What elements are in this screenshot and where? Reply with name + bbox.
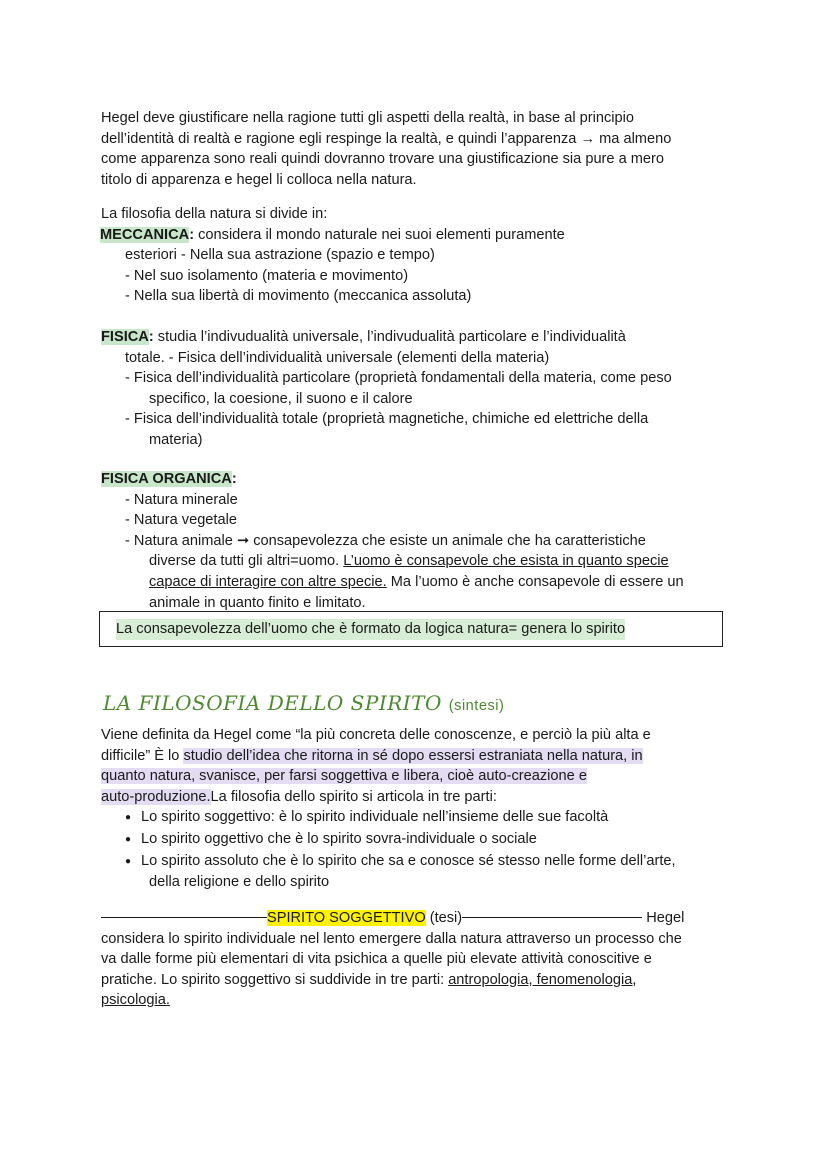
conclusion-box: [99, 611, 723, 647]
bullet-item: ● Lo spirito oggettivo che è lo spirito sovra-individuale o sociale: [101, 829, 741, 851]
fisica-text: studia l’indivudualità universale, l’indivudualità particolare e l’individualità: [153, 329, 626, 345]
meccanica-item: - Nella sua libertà di movimento (meccanica assoluta): [101, 286, 721, 307]
fisica-colon: :: [148, 329, 154, 345]
intro-line: dell’identità di realtà e ragione egli respinge la realtà, e quindi l’apparenza → ma almeno: [101, 130, 672, 147]
soggettivo-plain: pratiche. Lo spirito soggettivo si suddivide in tre parti:: [101, 971, 449, 988]
bullet-item-cont: della religione e dello spirito: [149, 874, 330, 891]
section-title-text: LA FILOSOFIA DELLO SPIRITO: [103, 691, 442, 715]
soggettivo-label: SPIRITO SOGGETTIVO: [267, 910, 426, 926]
natura-intro: La filosofia della natura si divide in:: [101, 206, 328, 222]
organica-label: FISICA ORGANICA: [101, 471, 232, 487]
intro-paragraph: [101, 108, 721, 190]
fisica-line2: totale. - Fisica dell’individualità universale (elementi della materia): [125, 349, 550, 366]
spirito-line: Viene definita da Hegel come “la più concreta delle conoscenze, e perciò la più alta e: [101, 727, 651, 743]
organica-underlined: L’uomo è consapevole che esista in quanto specie: [343, 553, 669, 570]
soggettivo-line: [101, 990, 721, 1011]
spirito-highlight: studio dell’idea che ritorna in sé dopo essersi estraniata nella natura, in: [183, 747, 643, 764]
rule-right: [462, 917, 642, 918]
fisica-heading: [101, 327, 741, 348]
organica-colon: :: [231, 471, 237, 487]
meccanica-text: considera il mondo naturale nei suoi elementi puramente: [194, 226, 565, 243]
meccanica-item: - Nel suo isolamento (materia e movimento): [101, 266, 721, 287]
natura-section: [101, 204, 721, 307]
bullet-item: ● Lo spirito assoluto che è lo spirito che sa e conosce sé stesso nelle forme dell’arte,: [101, 851, 741, 873]
soggettivo-line: considera lo spirito individuale nel lento emergere dalla natura attraverso un processo che: [101, 930, 682, 947]
organica-item-cont: [101, 572, 741, 593]
fisica-item-1: - Fisica dell’individualità particolare (proprietà fondamentali della materia, come peso: [101, 368, 741, 389]
intro-line: Hegel deve giustificare nella ragione tutti gli aspetti della realtà, in base al principio: [101, 110, 634, 126]
meccanica-label: MECCANICA: [100, 226, 190, 243]
soggettivo-section: [101, 908, 721, 1011]
spirito-plain: difficile” È lo: [101, 747, 184, 764]
spirito-highlight: quanto natura, svanisce, per farsi soggettiva e libera, cioè auto-creazione e: [101, 768, 587, 785]
spirito-highlight: auto-produzione.: [101, 788, 211, 805]
fisica-item-1-cont: specifico, la coesione, il suono e il calore: [149, 390, 413, 407]
organica-item-cont: animale in quanto finito e limitato.: [149, 594, 366, 611]
intro-line: titolo di apparenza e hegel li colloca nella natura.: [101, 171, 417, 188]
meccanica-heading: [100, 225, 721, 246]
spirito-line: [101, 787, 741, 808]
soggettivo-heading: [101, 908, 721, 929]
conclusion-text: La consapevolezza dell’uomo che è formato da logica natura= genera lo spirito: [116, 619, 625, 640]
soggettivo-after: Hegel: [642, 910, 685, 926]
spirito-paragraph: [101, 725, 741, 893]
fisica-section: [101, 327, 741, 451]
section-title: [103, 693, 504, 717]
organica-section: [101, 469, 741, 613]
rule-left: [101, 917, 267, 918]
organica-underlined: capace di interagire con altre specie.: [149, 573, 387, 590]
bullet-item: ● Lo spirito soggettivo: è lo spirito individuale nell’insieme delle sue facoltà: [101, 807, 741, 829]
soggettivo-line: va dalle forme più elementari di vita psichica a quelle più elevate attività conoscitive e: [101, 951, 652, 968]
organica-item-cont: [101, 551, 741, 572]
meccanica-colon: :: [189, 226, 195, 243]
spirito-line: [101, 746, 741, 767]
fisica-item-2-cont: materia): [149, 431, 203, 448]
organica-item: - Natura animale ➞ consapevolezza che esiste un animale che ha caratteristiche: [101, 531, 741, 552]
spirito-bullets: [101, 807, 741, 872]
spirito-plain: La filosofia dello spirito si articola in tre parti:: [210, 788, 497, 805]
fisica-item-2: - Fisica dell’individualità totale (proprietà magnetiche, chimiche ed elettriche della: [101, 409, 741, 430]
soggettivo-line: [101, 970, 721, 991]
fisica-label: FISICA: [101, 329, 149, 345]
organica-item: - Natura vegetale: [101, 510, 741, 531]
soggettivo-underlined: psicologia.: [101, 992, 170, 1009]
organica-item: - Natura minerale: [101, 490, 741, 511]
soggettivo-underlined: antropologia, fenomenologia,: [448, 971, 637, 988]
meccanica-line2: esteriori - Nella sua astrazione (spazio e tempo): [125, 247, 435, 264]
intro-line: come apparenza sono reali quindi dovranno trovare una giustificazione sia pure a mero: [101, 151, 665, 168]
soggettivo-note: (tesi): [425, 910, 463, 926]
spirito-line: [101, 766, 741, 787]
organica-heading: [101, 469, 741, 490]
organica-plain: diverse da tutti gli altri=uomo.: [149, 553, 344, 570]
section-title-note: (sintesi): [448, 698, 505, 714]
organica-plain: Ma l’uomo è anche consapevole di essere un: [386, 573, 684, 590]
